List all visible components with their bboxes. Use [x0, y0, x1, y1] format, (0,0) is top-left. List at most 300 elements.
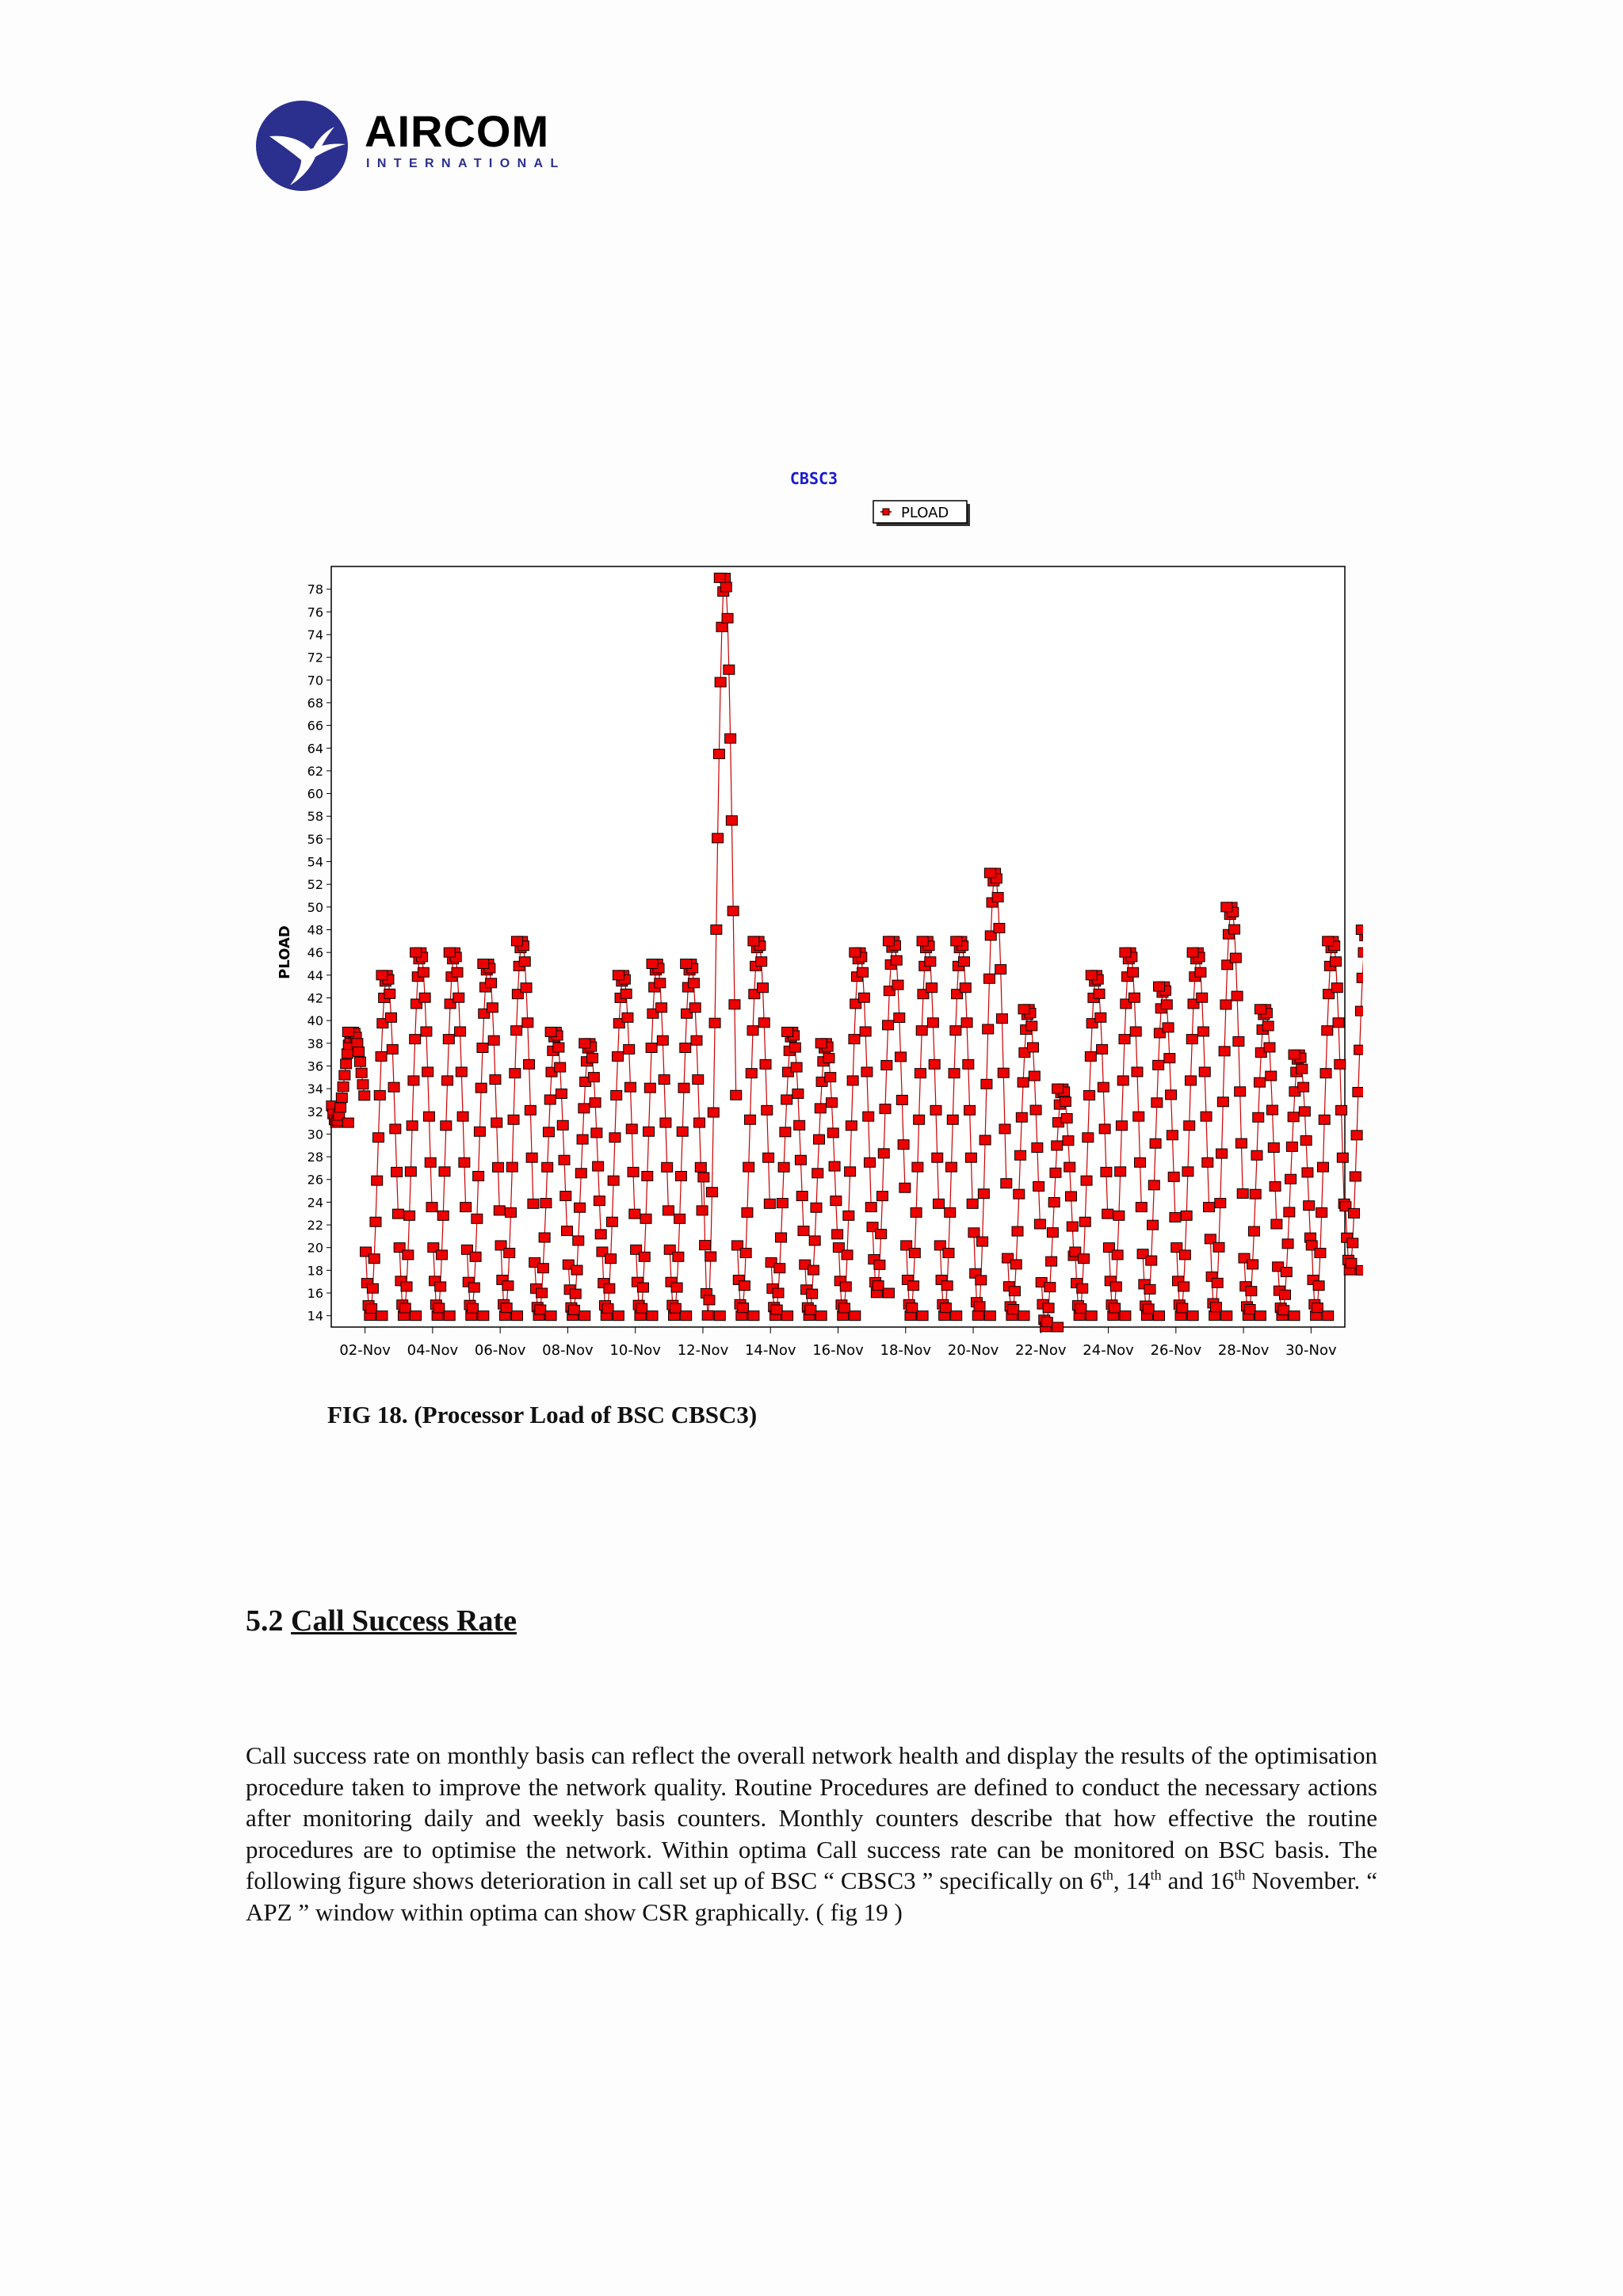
data-point	[542, 1162, 553, 1172]
data-point	[1347, 1238, 1358, 1248]
data-point	[943, 1248, 954, 1257]
data-point	[925, 957, 936, 967]
data-point	[575, 1169, 586, 1178]
data-point	[1077, 1283, 1088, 1293]
data-point	[995, 965, 1006, 974]
data-point	[1304, 1201, 1315, 1211]
data-point	[1112, 1250, 1123, 1260]
data-point	[1086, 1311, 1097, 1321]
data-point	[873, 1281, 884, 1291]
data-point	[522, 1018, 533, 1028]
x-tick-label: 30-Nov	[1285, 1342, 1337, 1359]
data-point	[521, 983, 532, 993]
data-point	[812, 1169, 823, 1178]
y-tick-label: 64	[307, 741, 323, 757]
data-point	[407, 1121, 418, 1131]
data-point	[1316, 1207, 1327, 1217]
data-point	[1197, 1027, 1209, 1036]
data-point	[401, 1282, 412, 1291]
data-point	[1178, 1282, 1190, 1291]
data-point	[646, 1043, 657, 1053]
data-point	[506, 1162, 517, 1172]
data-point	[571, 1265, 582, 1275]
data-point	[1221, 1311, 1232, 1321]
data-point	[1285, 1174, 1296, 1184]
logo-subtitle: INTERNATIONAL	[366, 157, 566, 170]
data-point	[700, 1241, 711, 1250]
data-point	[815, 1039, 827, 1048]
data-point	[642, 1171, 653, 1180]
data-point	[494, 1206, 505, 1215]
data-point	[815, 1104, 826, 1113]
data-point	[1271, 1219, 1282, 1229]
data-point	[411, 1311, 422, 1321]
data-point	[528, 1199, 539, 1208]
x-tick-label: 22-Nov	[1015, 1342, 1067, 1359]
data-point	[764, 1199, 775, 1208]
data-point	[976, 1276, 987, 1285]
y-tick-label: 32	[307, 1104, 323, 1119]
data-point	[605, 1254, 617, 1264]
data-point	[1052, 1141, 1063, 1150]
data-point	[1356, 925, 1363, 935]
data-point	[917, 936, 928, 946]
data-point	[713, 749, 724, 759]
data-point	[556, 1089, 567, 1098]
data-point	[883, 1020, 894, 1030]
data-point	[1264, 1043, 1275, 1052]
data-point	[1219, 1047, 1230, 1056]
data-point	[511, 1026, 522, 1035]
data-point	[1075, 1304, 1086, 1314]
data-point	[336, 1093, 347, 1103]
x-tick-label: 02-Nov	[339, 1342, 391, 1359]
data-point	[1215, 1199, 1226, 1208]
data-point	[762, 1105, 773, 1115]
data-point	[1048, 1198, 1060, 1207]
data-point	[968, 1228, 980, 1238]
data-point	[1084, 1090, 1095, 1100]
y-tick-label: 40	[307, 1013, 323, 1029]
y-tick-label: 70	[307, 673, 323, 688]
y-tick-label: 22	[307, 1218, 323, 1234]
data-point	[1161, 1000, 1172, 1009]
data-point	[738, 1303, 749, 1313]
data-point	[525, 1105, 536, 1115]
data-point	[999, 1124, 1010, 1134]
data-point	[899, 1183, 911, 1192]
data-point	[911, 1207, 922, 1217]
data-point	[602, 1304, 613, 1314]
data-point	[535, 1305, 546, 1314]
data-point	[437, 1211, 449, 1220]
data-point	[353, 1047, 365, 1056]
data-point	[760, 1059, 771, 1069]
data-point	[915, 1069, 926, 1078]
data-point	[1195, 967, 1206, 977]
data-point	[896, 1052, 907, 1062]
data-point	[714, 1311, 725, 1321]
figure-caption: FIG 18. (Processor Load of BSC CBSC3)	[327, 1401, 758, 1428]
data-point	[644, 1083, 655, 1093]
ordinal-suffix: th	[1102, 1867, 1113, 1884]
data-point	[590, 1098, 601, 1108]
data-point	[748, 1311, 759, 1321]
data-point	[1268, 1142, 1279, 1152]
data-point	[1117, 1076, 1128, 1085]
y-tick-label: 44	[307, 967, 323, 983]
data-point	[774, 1264, 785, 1273]
data-point	[478, 1311, 489, 1321]
data-point	[511, 936, 522, 946]
y-tick-label: 78	[307, 582, 323, 597]
data-point	[443, 1035, 454, 1044]
bird-logo-icon	[255, 100, 349, 192]
data-point	[637, 1283, 648, 1292]
data-point	[662, 1162, 673, 1172]
data-point	[593, 1161, 604, 1171]
data-point	[927, 1018, 938, 1028]
data-point	[840, 1282, 851, 1291]
data-point	[422, 1067, 433, 1077]
data-point	[511, 1311, 522, 1321]
para-text: Call success rate on monthly basis can reflect the overall network health and display the results of the optimisation procedure taken to improve the network quality. Routine Procedures are defined to conduct the necessary actions after monitoring daily and weekly basis counters. Monthly counters describe that how effective the routine procedures are to optimise the network. Within optima Call success rate can be monitored on BSC basis. The following figure shows deterioration in call set up of BSC “ CBSC3 ” specifically on 6	[246, 1741, 1377, 1895]
data-point	[537, 1288, 548, 1298]
data-point	[655, 978, 666, 988]
data-point	[781, 1095, 792, 1104]
ordinal-suffix: th	[1150, 1867, 1162, 1884]
data-point	[1067, 1222, 1078, 1231]
data-point	[1230, 953, 1241, 963]
data-point	[811, 1203, 822, 1212]
data-point	[608, 1176, 619, 1185]
data-point	[898, 1140, 909, 1150]
data-point	[673, 1252, 684, 1261]
data-point	[795, 1155, 806, 1165]
data-point	[403, 1250, 414, 1260]
data-point	[838, 1303, 850, 1313]
data-point	[1270, 1181, 1281, 1191]
data-point	[860, 1027, 871, 1036]
data-point	[978, 1189, 989, 1199]
data-point	[1044, 1283, 1056, 1292]
data-point	[1336, 1105, 1347, 1115]
y-tick-label: 30	[307, 1127, 323, 1142]
data-point	[459, 1158, 470, 1167]
data-point	[411, 948, 422, 957]
data-point	[1284, 1207, 1295, 1217]
data-point	[1282, 1239, 1293, 1249]
data-point	[1154, 982, 1165, 991]
data-point	[1115, 1167, 1126, 1177]
data-point	[1299, 1107, 1310, 1116]
data-point	[1323, 936, 1334, 946]
data-point	[740, 1248, 751, 1257]
data-point	[963, 1059, 974, 1069]
data-point	[1034, 1219, 1045, 1229]
legend-label: PLOAD	[901, 505, 949, 521]
data-point	[688, 978, 699, 988]
data-point	[1333, 1018, 1344, 1028]
y-tick-label: 74	[307, 627, 323, 643]
data-point	[1199, 1067, 1210, 1077]
data-point	[468, 1283, 479, 1292]
data-point	[1254, 1311, 1266, 1321]
data-point	[490, 1075, 501, 1085]
data-point	[1154, 1311, 1165, 1321]
data-point	[1146, 1256, 1157, 1265]
data-point	[1099, 1124, 1110, 1134]
data-point	[832, 1230, 843, 1239]
data-point	[864, 1158, 875, 1167]
data-point	[715, 677, 726, 687]
data-point	[1041, 1318, 1052, 1327]
data-point	[858, 993, 869, 1002]
data-point	[1320, 1069, 1331, 1078]
data-point	[945, 1207, 956, 1217]
data-point	[391, 1167, 403, 1177]
data-point	[372, 1176, 383, 1185]
data-point	[444, 1311, 455, 1321]
data-point	[390, 1124, 401, 1134]
data-point	[1235, 1087, 1246, 1097]
data-point	[1201, 1112, 1212, 1121]
data-point	[1026, 1021, 1037, 1031]
data-point	[659, 1075, 670, 1085]
data-point	[896, 1095, 907, 1104]
data-point	[1251, 1150, 1262, 1160]
data-point	[1113, 1211, 1125, 1220]
data-point	[1209, 1310, 1220, 1320]
x-tick-label: 08-Nov	[542, 1342, 594, 1359]
data-point	[1181, 1211, 1192, 1220]
data-point	[453, 993, 464, 1002]
data-point	[1168, 1172, 1179, 1181]
data-point	[356, 1068, 367, 1077]
data-point	[1235, 1138, 1247, 1148]
data-point	[1132, 1067, 1143, 1077]
data-point	[1177, 1303, 1188, 1313]
data-point	[1220, 1000, 1232, 1009]
data-point	[1078, 1254, 1089, 1264]
data-point	[487, 1003, 498, 1013]
data-point	[493, 1162, 504, 1172]
data-point	[1298, 1082, 1309, 1092]
data-point	[1109, 1303, 1121, 1313]
data-point	[519, 957, 530, 967]
data-point	[831, 1196, 842, 1206]
data-point	[725, 734, 736, 743]
data-point	[773, 1288, 784, 1298]
data-point	[577, 1135, 588, 1144]
data-point	[1250, 1189, 1261, 1199]
data-point	[444, 948, 455, 957]
data-point	[808, 1265, 819, 1275]
data-point	[1315, 1248, 1326, 1257]
data-point	[1356, 1265, 1363, 1275]
y-tick-label: 20	[307, 1240, 323, 1256]
data-point	[727, 906, 739, 916]
data-point	[892, 980, 903, 990]
data-point	[996, 1014, 1007, 1024]
data-point	[639, 1252, 650, 1261]
data-point	[369, 1254, 380, 1264]
data-point	[675, 1171, 686, 1180]
data-point	[504, 1248, 515, 1257]
data-point	[746, 1069, 757, 1078]
data-point	[1302, 1168, 1313, 1177]
data-point	[1079, 1217, 1090, 1226]
data-point	[941, 1281, 953, 1291]
data-point	[1095, 1013, 1106, 1022]
data-point	[388, 1082, 399, 1092]
data-point	[421, 1027, 432, 1036]
data-point	[1135, 1158, 1146, 1167]
data-point	[849, 1035, 860, 1044]
y-tick-label: 68	[307, 695, 323, 711]
data-point	[972, 1310, 983, 1320]
data-point	[1110, 1282, 1121, 1291]
data-point	[1281, 1267, 1292, 1276]
data-point	[1286, 1142, 1297, 1151]
data-point	[823, 1054, 834, 1063]
body-paragraph	[246, 1740, 1377, 1928]
data-point	[1253, 1112, 1264, 1122]
data-point	[1085, 1051, 1096, 1061]
data-point	[883, 1288, 894, 1298]
y-tick-label: 62	[307, 763, 323, 779]
data-point	[460, 1203, 472, 1212]
data-point	[825, 1073, 836, 1082]
data-point	[758, 1018, 769, 1028]
data-point	[711, 925, 722, 934]
data-point	[880, 1104, 891, 1114]
data-point	[1331, 983, 1342, 993]
data-point	[1289, 1311, 1300, 1321]
data-point	[1116, 1121, 1127, 1131]
data-point	[1317, 1162, 1328, 1172]
data-point	[847, 1076, 858, 1085]
data-point	[857, 967, 869, 977]
data-point	[335, 1103, 346, 1112]
data-point	[628, 1167, 639, 1177]
data-point	[357, 1080, 369, 1089]
data-point	[477, 1043, 488, 1053]
data-point	[771, 1305, 782, 1314]
data-point	[1319, 1115, 1330, 1124]
data-point	[613, 1311, 624, 1321]
y-tick-label: 46	[307, 945, 323, 961]
data-point	[881, 1061, 892, 1070]
data-point	[1133, 1112, 1144, 1121]
data-point	[1213, 1242, 1224, 1252]
data-point	[707, 1188, 718, 1197]
data-point	[473, 1171, 484, 1180]
data-point	[472, 1214, 483, 1223]
data-point	[640, 1214, 651, 1223]
data-point	[663, 1206, 674, 1215]
data-point	[951, 936, 962, 946]
data-point	[967, 1199, 978, 1208]
data-point	[1010, 1260, 1022, 1269]
data-point	[543, 1127, 554, 1137]
data-point	[1098, 1082, 1109, 1092]
data-point	[1322, 1026, 1333, 1035]
data-point	[595, 1230, 606, 1239]
data-point	[376, 971, 388, 980]
data-point	[624, 1082, 636, 1092]
data-point	[1247, 1260, 1258, 1269]
data-point	[1065, 1192, 1076, 1201]
data-point	[789, 1043, 800, 1052]
data-point	[708, 1108, 719, 1117]
data-point	[722, 613, 733, 623]
data-point	[342, 1027, 353, 1036]
data-point	[1202, 1158, 1213, 1167]
data-point	[1061, 1114, 1072, 1123]
data-point	[579, 1311, 590, 1321]
y-tick-label: 76	[307, 605, 323, 620]
data-point	[1280, 1290, 1291, 1299]
ordinal-suffix: th	[1234, 1867, 1246, 1884]
data-point	[1330, 957, 1341, 967]
y-tick-label: 48	[307, 922, 323, 938]
data-point	[474, 1127, 485, 1136]
data-point	[341, 1059, 352, 1069]
data-point	[814, 1135, 825, 1144]
data-point	[949, 1069, 960, 1078]
data-point	[777, 1199, 788, 1208]
data-point	[501, 1303, 512, 1313]
data-point	[778, 1162, 789, 1172]
data-point	[1102, 1209, 1113, 1219]
data-point	[845, 1167, 856, 1177]
data-point	[624, 1044, 635, 1054]
data-point	[1357, 973, 1363, 982]
data-point	[940, 1303, 951, 1313]
data-point	[894, 1013, 905, 1023]
data-point	[621, 989, 632, 998]
data-point	[1081, 1176, 1092, 1185]
x-tick-label: 14-Nov	[744, 1342, 796, 1359]
data-point	[930, 1105, 941, 1115]
data-point	[657, 1035, 668, 1045]
data-point	[698, 1173, 709, 1182]
data-point	[782, 1027, 793, 1036]
data-point	[366, 1304, 377, 1314]
data-point	[643, 1127, 655, 1136]
data-point	[1355, 1006, 1363, 1016]
data-point	[1353, 1087, 1363, 1097]
data-point	[1237, 1188, 1248, 1198]
data-point	[743, 1162, 754, 1172]
data-point	[874, 1260, 885, 1269]
y-tick-label: 42	[307, 990, 323, 1006]
data-point	[1130, 1027, 1141, 1036]
data-point	[876, 1230, 887, 1239]
data-point	[442, 1076, 453, 1085]
data-point	[1032, 1142, 1043, 1152]
data-point	[1128, 967, 1139, 977]
data-point	[1012, 1226, 1023, 1236]
data-point	[540, 1199, 552, 1208]
data-point	[354, 1057, 365, 1066]
data-point	[1248, 1226, 1259, 1236]
data-point	[965, 1153, 976, 1162]
data-point	[983, 974, 995, 983]
x-tick-label: 06-Nov	[474, 1342, 526, 1359]
data-point	[794, 1120, 805, 1130]
